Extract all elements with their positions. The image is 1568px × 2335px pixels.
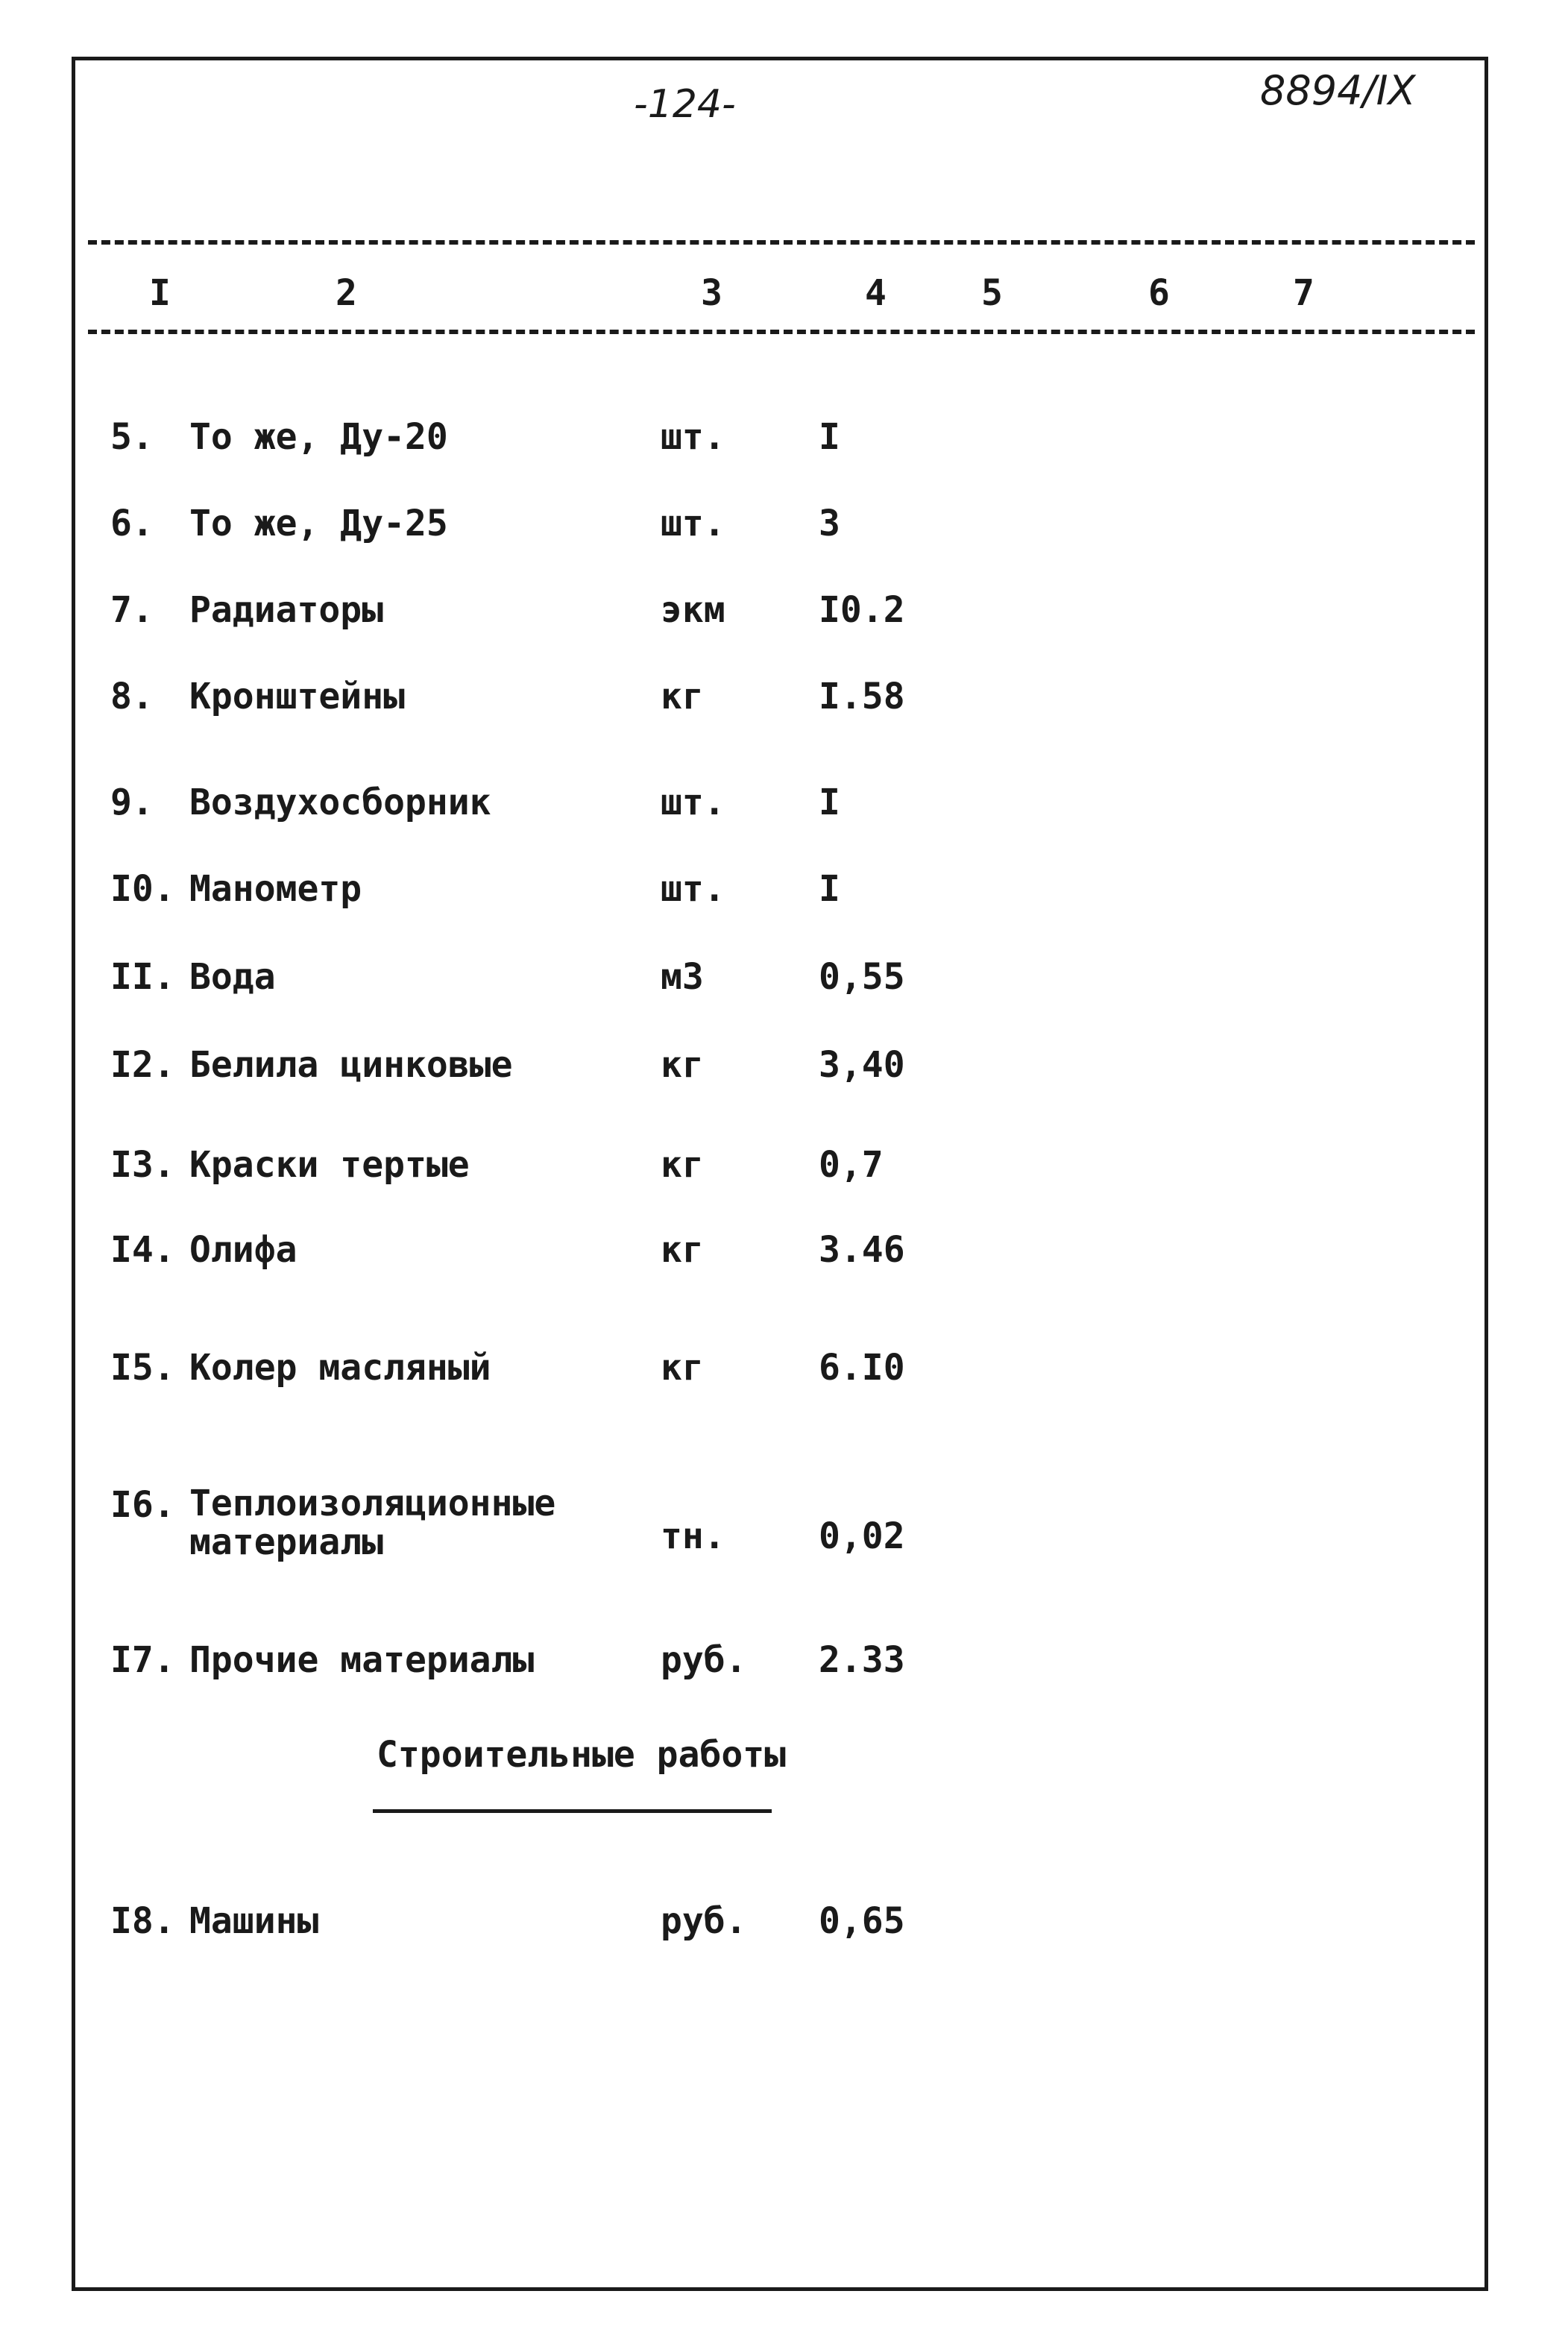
row-unit: тн. <box>661 1515 725 1557</box>
row-number: I3. <box>110 1144 175 1186</box>
row-number: I8. <box>110 1900 175 1942</box>
row-name: Вода <box>189 956 276 998</box>
row-unit: экм <box>661 589 725 631</box>
row-unit: кг <box>661 1347 704 1389</box>
row-number: I5. <box>110 1347 175 1389</box>
row-quantity: I <box>819 782 840 823</box>
row-unit: кг <box>661 1044 704 1086</box>
row-quantity: 3,40 <box>819 1044 905 1086</box>
row-quantity: I0.2 <box>819 589 905 631</box>
row-number: 6. <box>110 503 154 544</box>
row-number: II. <box>110 956 175 998</box>
row-quantity: 0,55 <box>819 956 905 998</box>
row-quantity: 3 <box>819 503 840 544</box>
table-row <box>0 868 1568 920</box>
section-title: Строительные работы <box>377 1734 787 1776</box>
row-unit: м3 <box>661 956 704 998</box>
row-quantity: 3.46 <box>819 1229 905 1271</box>
row-number: I6. <box>110 1484 175 1526</box>
column-number-7: 7 <box>1293 272 1314 314</box>
table-row <box>0 782 1568 834</box>
row-number: I0. <box>110 868 175 910</box>
table-row <box>0 1639 1568 1691</box>
row-quantity: I <box>819 416 840 458</box>
document-code: 8894/IX <box>1260 67 1416 114</box>
row-unit: шт. <box>661 868 725 910</box>
row-unit: кг <box>661 676 704 717</box>
table-row <box>0 1900 1568 1952</box>
row-name: Олифа <box>189 1229 297 1271</box>
row-name: Краски тертые <box>189 1144 470 1186</box>
row-unit: кг <box>661 1144 704 1186</box>
row-number: 8. <box>110 676 154 717</box>
row-name: Колер масляный <box>189 1347 491 1389</box>
column-number-5: 5 <box>981 272 1003 314</box>
row-unit: шт. <box>661 782 725 823</box>
row-name: То же, Ду-25 <box>189 503 448 544</box>
row-name: Прочие материалы <box>189 1639 535 1681</box>
table-row <box>0 1347 1568 1399</box>
row-number: I7. <box>110 1639 175 1681</box>
row-name: Радиаторы <box>189 589 384 631</box>
table-row <box>0 589 1568 641</box>
table-row <box>0 956 1568 1008</box>
row-name: Кронштейны <box>189 676 405 717</box>
row-name: Теплоизоляционные материалы <box>189 1483 556 1563</box>
section-underline <box>373 1809 772 1813</box>
row-quantity: 0,7 <box>819 1144 884 1186</box>
table-row <box>0 676 1568 728</box>
row-quantity: 2.33 <box>819 1639 905 1681</box>
row-unit: кг <box>661 1229 704 1271</box>
row-unit: шт. <box>661 503 725 544</box>
row-number: 7. <box>110 589 154 631</box>
column-number-3: 3 <box>701 272 722 314</box>
row-quantity: 0,02 <box>819 1515 905 1557</box>
column-number-1: I <box>149 272 171 314</box>
row-name: Воздухосборник <box>189 782 491 823</box>
header-dashed-rule-top <box>88 240 1475 245</box>
row-quantity: 6.I0 <box>819 1347 905 1389</box>
row-number: 5. <box>110 416 154 458</box>
column-number-4: 4 <box>865 272 887 314</box>
table-row <box>0 503 1568 555</box>
row-quantity: I <box>819 868 840 910</box>
row-name: То же, Ду-20 <box>189 416 448 458</box>
row-number: I4. <box>110 1229 175 1271</box>
table-row <box>0 1229 1568 1281</box>
column-number-2: 2 <box>336 272 357 314</box>
row-number: 9. <box>110 782 154 823</box>
row-quantity: 0,65 <box>819 1900 905 1942</box>
header-dashed-rule-bottom <box>88 330 1475 334</box>
table-row <box>0 1484 1568 1581</box>
row-number: I2. <box>110 1044 175 1086</box>
page-number: -124- <box>634 82 736 127</box>
row-name: Машины <box>189 1900 319 1942</box>
table-row <box>0 1144 1568 1196</box>
table-row <box>0 416 1568 468</box>
row-unit: руб. <box>661 1639 747 1681</box>
row-name: Манометр <box>189 868 362 910</box>
column-number-6: 6 <box>1148 272 1170 314</box>
row-unit: руб. <box>661 1900 747 1942</box>
row-unit: шт. <box>661 416 725 458</box>
row-quantity: I.58 <box>819 676 905 717</box>
table-row <box>0 1044 1568 1096</box>
row-name: Белила цинковые <box>189 1044 513 1086</box>
